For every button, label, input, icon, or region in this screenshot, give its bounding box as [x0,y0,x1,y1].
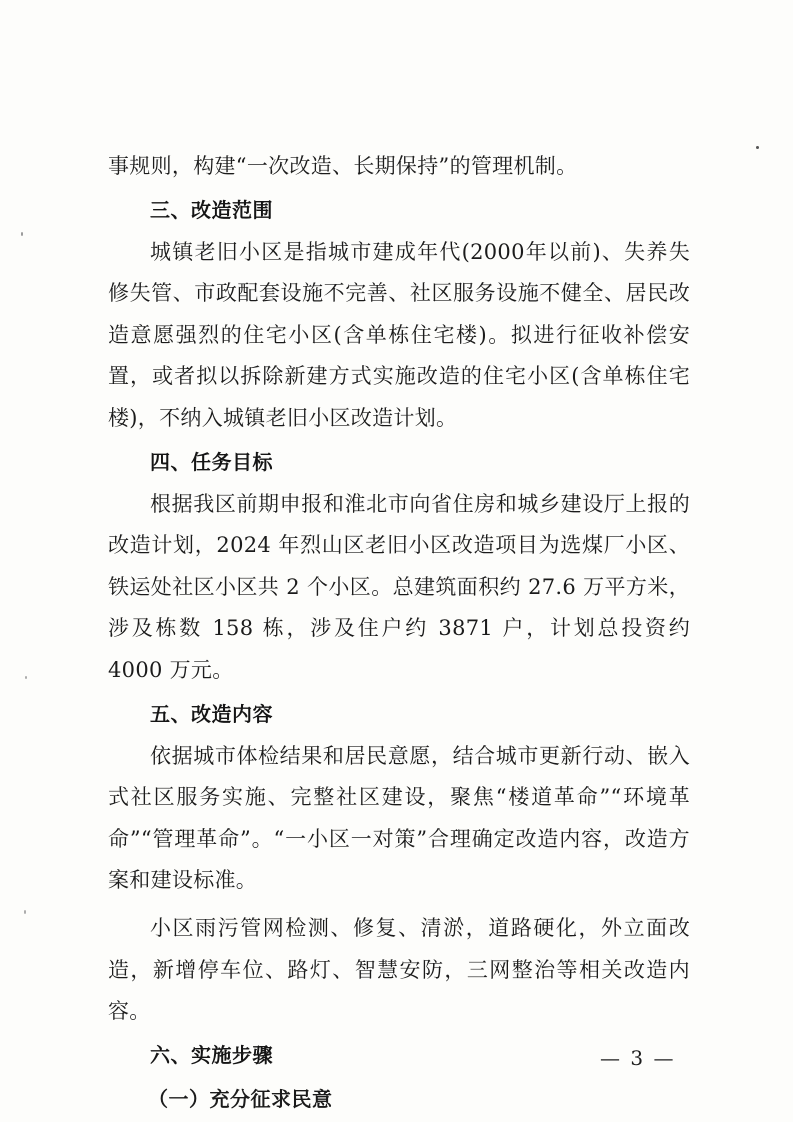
scan-speck [25,676,27,679]
section-heading-targets: 四、任务目标 [150,449,273,474]
paragraph-targets: 根据我区前期申报和淮北市向省住房和城乡建设厅上报的改造计划，2024 年烈山区老旧小区改造项目为选煤厂小区、铁运处社区小区共 2 个小区。总建筑面积约 27.6 万平方米，涉及栋数 158 栋，涉及住户约 3871 户，计划总投资约 4000 万元。 [108,491,690,682]
paragraph-content-basis: 依据城市体检结果和居民意愿，结合城市更新行动、嵌入式社区服务实施、完整社区建设，聚焦“楼道革命”“环境革命”“管理革命”。“一小区一对策”合理确定改造内容，改造方案和建设标准。 [108,743,690,893]
scan-speck [756,146,759,149]
document-body [108,146,690,1121]
section-heading-scope: 三、改造范围 [150,197,273,222]
section-heading-content: 五、改造内容 [150,701,273,726]
page-number: — 3 — [600,1046,676,1070]
paragraph-scope: 城镇老旧小区是指城市建成年代(2000年以前)、失养失修失管、市政配套设施不完善、社区服务设施不健全、居民改造意愿强烈的住宅小区(含单栋住宅楼)。拟进行征收补偿安置，或者拟以拆除新建方式实施改造的住宅小区(含单栋住宅楼)，不纳入城镇老旧小区改造计划。 [108,239,690,430]
scan-speck [21,232,23,236]
section-heading-steps: 六、实施步骤 [150,1042,273,1067]
paragraph-continuation: 事规则，构建“一次改造、长期保持”的管理机制。 [108,154,578,178]
scan-speck [24,910,26,914]
paragraph-content-items: 小区雨污管网检测、修复、清淤，道路硬化，外立面改造，新增停车位、路灯、智慧安防，三网整治等相关改造内容。 [108,915,690,1024]
subsection-heading-opinion: （一）充分征求民意 [148,1086,333,1111]
